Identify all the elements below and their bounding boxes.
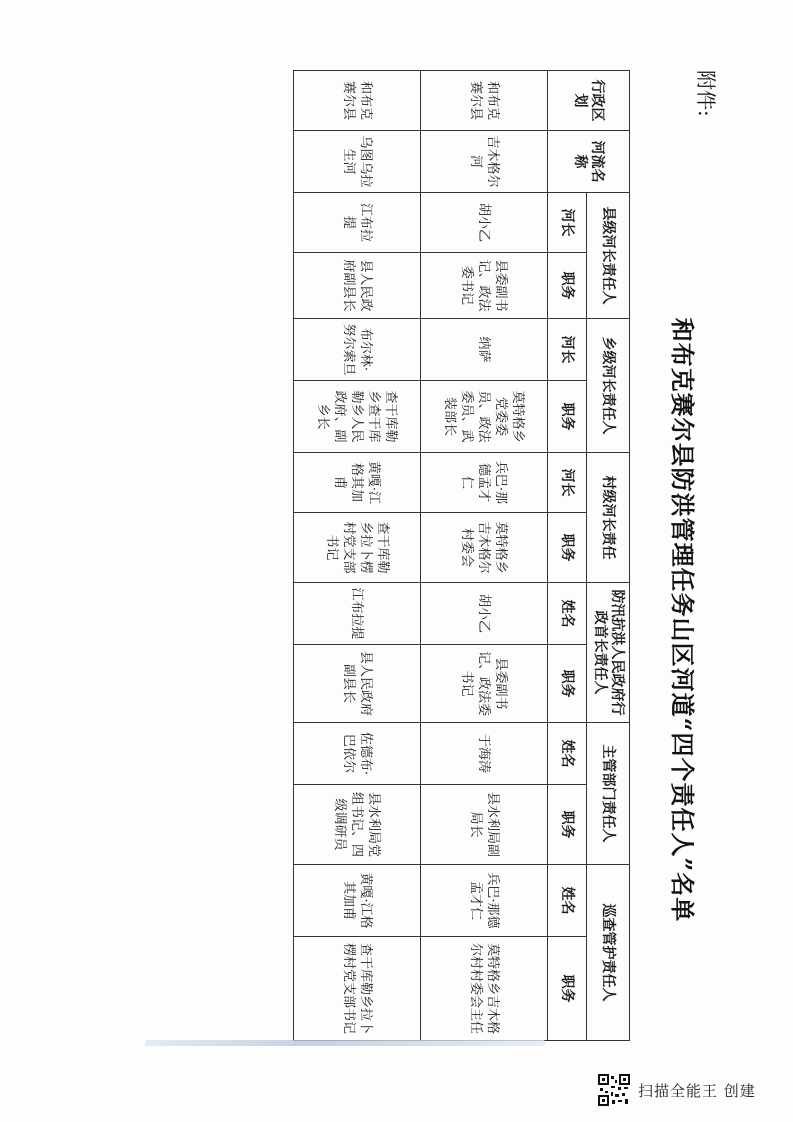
qr-code-icon <box>598 1074 630 1106</box>
header-county-post: 职务 <box>548 253 587 319</box>
cell-county-chief: 胡小乙 <box>421 193 548 253</box>
cell-county-chief: 江布拉提 <box>294 193 421 253</box>
cell-dept-post: 县水利局副局长 <box>421 785 548 865</box>
cell-river: 吉木格尔河 <box>421 131 548 193</box>
cell-gov-name: 江布拉提 <box>294 583 421 645</box>
table-header-row-groups <box>587 71 630 1041</box>
header-group-township: 乡级河长责任人 <box>587 319 630 453</box>
cell-village-chief: 黄嘎·江格其加甫 <box>294 453 421 513</box>
responsibility-table <box>293 70 630 1041</box>
cell-county-post: 县委副书记、政法委书记 <box>421 253 548 319</box>
cell-dept-name: 佐德布·巴依尔 <box>294 723 421 785</box>
table-row <box>294 71 421 1041</box>
cell-gov-name: 胡小乙 <box>421 583 548 645</box>
cell-village-chief: 兵巴·那德孟才仁 <box>421 453 548 513</box>
cell-river: 乌图乌拉生河 <box>294 131 421 193</box>
header-town-post: 职务 <box>548 381 587 453</box>
header-region: 行政区划 <box>548 71 630 131</box>
header-village-post: 职务 <box>548 513 587 583</box>
header-patrol-post: 职务 <box>548 937 587 1041</box>
header-group-county: 县级河长责任人 <box>587 193 630 319</box>
cell-dept-name: 于海涛 <box>421 723 548 785</box>
cell-patrol-name: 兵巴·那德孟才仁 <box>421 865 548 937</box>
cell-patrol-post: 查干库勒乡拉卜楞村党支部书记 <box>294 937 421 1041</box>
header-dept-post: 职务 <box>548 785 587 865</box>
header-county-chief: 河长 <box>548 193 587 253</box>
cell-town-chief: 纳萨 <box>421 319 548 381</box>
header-group-patrol: 巡查管护责任人 <box>587 865 630 1041</box>
header-group-department: 主管部门责任人 <box>587 723 630 865</box>
document-title: 和布克赛尔县防洪管理任务山区河道“四个责任人”名单 <box>668 317 697 923</box>
header-group-government: 防汛抗洪人民政府行政首长责任人 <box>587 583 630 723</box>
header-village-chief: 河长 <box>548 453 587 513</box>
header-gov-post: 职务 <box>548 645 587 723</box>
scanner-watermark <box>598 1072 756 1108</box>
cell-patrol-name: 黄嘎·江格其加甫 <box>294 865 421 937</box>
cell-gov-post: 县人民政府副县长 <box>294 645 421 723</box>
cell-village-post: 查干库勒乡拉卜楞村党支部书记 <box>294 513 421 583</box>
watermark-text: 扫描全能王 创建 <box>638 1081 756 1100</box>
cell-dept-post: 县水利局党组书记、四级调研员 <box>294 785 421 865</box>
cell-gov-post: 县委副书记、政法委书记 <box>421 645 548 723</box>
cell-region: 和布克赛尔县 <box>294 71 421 131</box>
cell-village-post: 莫特格乡吉木格尔村委会 <box>421 513 548 583</box>
cell-town-post: 查干库勒乡查干库勒乡人民政府、副乡长 <box>294 381 421 453</box>
header-gov-name: 姓名 <box>548 583 587 645</box>
header-patrol-name: 姓名 <box>548 865 587 937</box>
header-river: 河流名称 <box>548 131 630 193</box>
scan-shadow-bar <box>145 1040 545 1046</box>
cell-patrol-post: 莫特格乡吉木格尔村村委会主任 <box>421 937 548 1041</box>
cell-county-post: 县人民政府副县长 <box>294 253 421 319</box>
annex-label: 附件: <box>694 70 718 117</box>
table-header-row-sub <box>548 71 587 1041</box>
rotated-sheet <box>72 70 722 1050</box>
header-dept-name: 姓名 <box>548 723 587 785</box>
cell-region: 和布克赛尔县 <box>421 71 548 131</box>
cell-town-chief: 布尔林·努尔索旦 <box>294 319 421 381</box>
table-row <box>421 71 548 1041</box>
header-town-chief: 河长 <box>548 319 587 381</box>
header-group-village: 村级河长责任 <box>587 453 630 583</box>
cell-town-post: 莫特格乡党委委员、政法委员、武装部长 <box>421 381 548 453</box>
